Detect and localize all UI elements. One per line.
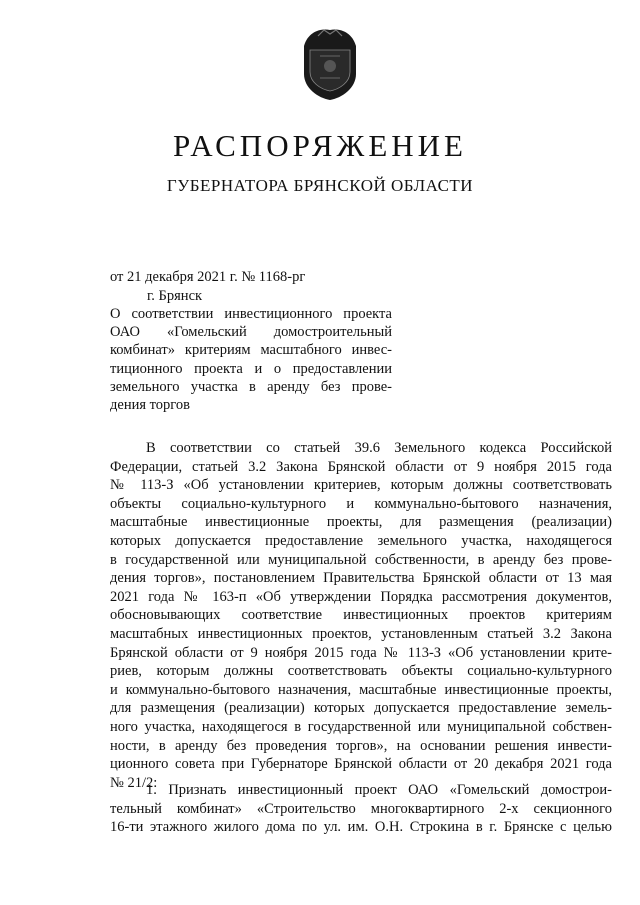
document-title: РАСПОРЯЖЕНИЕ — [173, 128, 467, 163]
paragraph-line: масштабные инвестиционные проекты, для размещения (реализации) — [110, 514, 612, 531]
paragraph-line: дения торгов», постановлением Правительства Брянской области от 13 мая — [110, 570, 612, 587]
coat-of-arms-icon — [298, 26, 362, 102]
paragraph-line: В соответствии со статьей 39.6 Земельного кодекса Российской — [146, 440, 612, 456]
document-date-number: от 21 декабря 2021 г. № 1168-рг — [110, 269, 306, 285]
paragraph-line: 2021 года № 163-п «Об утверждении Порядка рассмотрения документов, — [110, 588, 612, 605]
document-subtitle: ГУБЕРНАТОРА БРЯНСКОЙ ОБЛАСТИ — [166, 176, 474, 195]
paragraph-line: в государственной или муниципальной собственности, в аренду без прове- — [110, 551, 612, 568]
paragraph-line: ного участка, находящегося в государственной или муниципальной собствен- — [110, 718, 612, 735]
paragraph-line: для размещения (реализации) которых допускается предоставление земель- — [110, 700, 612, 717]
paragraph-line: Брянской области от 9 ноября 2015 года № 113-З «Об установлении крите- — [110, 644, 612, 661]
body-paragraph-2 — [110, 781, 612, 837]
paragraph-line: тельный комбинат» «Строительство многоквартирного 2-х секционного — [110, 800, 612, 817]
paragraph-line: обосновывающих соответствие инвестиционных проектов критериям — [110, 607, 612, 624]
paragraph-line: 16-ти этажного жилого дома по ул. им. О.Н. Строкина в г. Брянске с целью — [110, 819, 612, 836]
paragraph-line: объекты социально-культурного и коммунально-бытового назначения, — [110, 495, 612, 512]
document-city: г. Брянск — [147, 288, 203, 304]
paragraph-line: Федерации, статьей 3.2 Закона Брянской области от 9 ноября 2015 года — [110, 458, 612, 475]
paragraph-line: № 113-З «Об установлении критериев, которым должны соответствовать — [110, 477, 612, 494]
subject-line: тиционного проекта и о предоставлении — [110, 360, 392, 377]
paragraph-line: масштабных инвестиционных проектов, установленным статьей 3.2 Закона — [110, 625, 612, 642]
subject-line: О соответствии инвестиционного проекта — [110, 306, 392, 322]
paragraph-line: ционного совета при Губернаторе Брянской области от 20 декабря 2021 года — [110, 756, 612, 773]
subject-line: ОАО «Гомельский домостроительный — [110, 324, 392, 341]
body-paragraph-1 — [110, 439, 612, 792]
subject-line: комбинат» критериям масштабного инвес- — [110, 342, 392, 359]
paragraph-line: которых допускается предоставление земельного участка, находящегося — [110, 532, 612, 549]
document-subject — [110, 305, 392, 414]
subject-line: земельного участка в аренду без прове- — [110, 378, 392, 395]
paragraph-line: и коммунально-бытового назначения, масштабные инвестиционные проекты, — [110, 681, 612, 698]
paragraph-line: ности, в аренду без проведения торгов», на основании решения инвести- — [110, 737, 612, 754]
paragraph-line: 1. Признать инвестиционный проект ОАО «Гомельский домострои- — [146, 782, 612, 798]
paragraph-line: риев, которым должны соответствовать объекты социально-культурного — [110, 663, 612, 680]
paragraph-line: № 21/2: — [110, 774, 158, 791]
subject-line: дения торгов — [110, 397, 190, 414]
